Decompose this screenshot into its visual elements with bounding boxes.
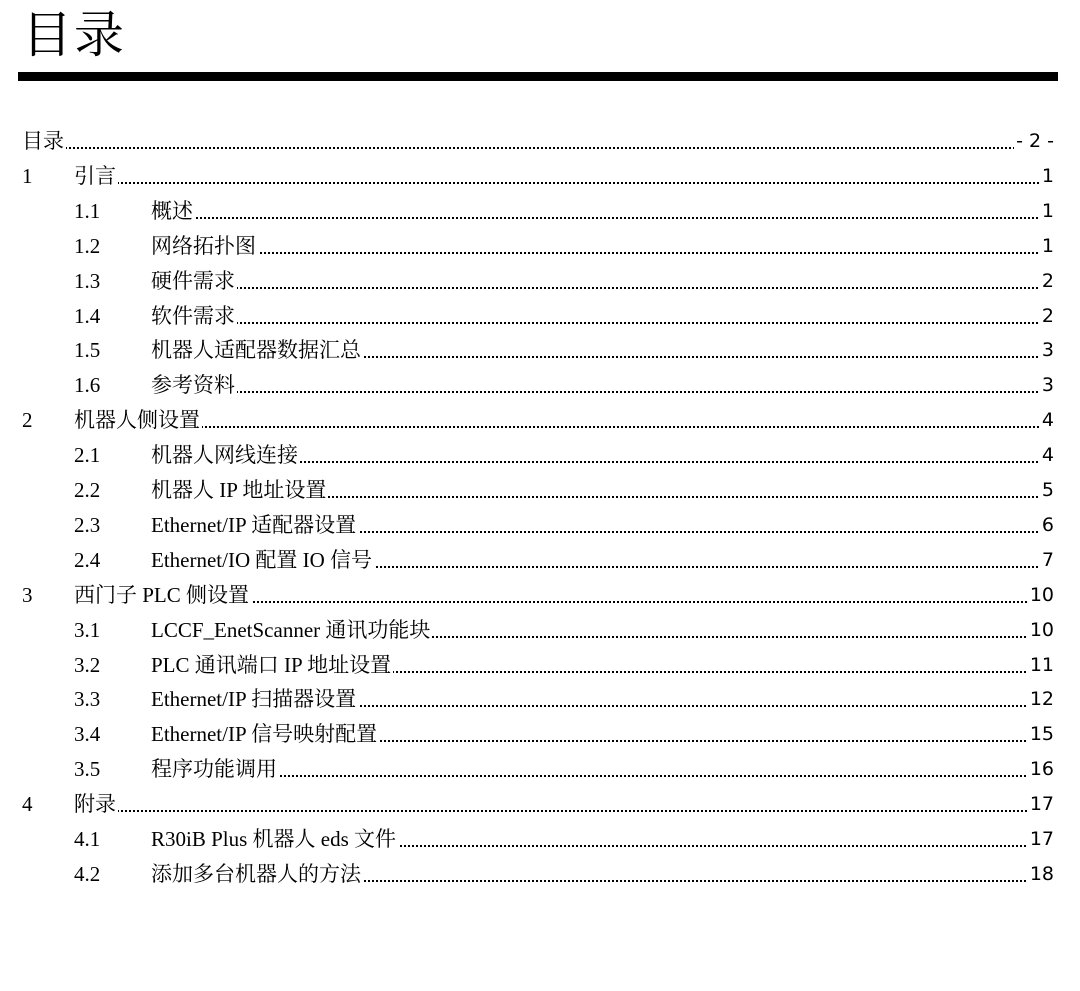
toc-entry-number: 1.3 [74, 268, 101, 293]
toc-entry-4-1[interactable] [0, 824, 1080, 854]
toc-entry-number: 2.4 [74, 547, 101, 572]
toc-entry-number: 2.3 [74, 512, 101, 537]
toc-entry-number: 3.2 [74, 652, 101, 677]
toc-entry-title: Ethernet/IP 适配器设置 [151, 510, 358, 540]
toc-entry-number: 3 [22, 582, 33, 607]
toc-entry-page: 3 [1040, 335, 1054, 365]
title-rule [18, 72, 1058, 81]
toc-entry-page: 1 [1040, 161, 1054, 191]
toc-entry-page: 4 [1040, 440, 1054, 470]
toc-entry-number: 3.4 [74, 722, 101, 747]
toc-entry-number: 4 [22, 792, 33, 817]
dot-leader [74, 182, 1054, 184]
toc-entry-contents[interactable] [0, 126, 1080, 156]
toc-entry-1-5[interactable] [0, 335, 1080, 365]
toc-entry-1-3[interactable] [0, 266, 1080, 296]
toc-entry-page: 15 [1028, 719, 1054, 749]
toc-entry-4-2[interactable] [0, 859, 1080, 889]
toc-entry-number: 1.6 [74, 373, 101, 398]
toc-entry-2-3[interactable] [0, 510, 1080, 540]
toc-entry-title: 目录 [22, 126, 66, 156]
dot-leader [151, 287, 1054, 289]
toc-entry-number: 1.4 [74, 303, 101, 328]
toc-entry-page: - 2 - [1014, 126, 1054, 156]
toc-entry-3-3[interactable] [0, 684, 1080, 714]
toc-entry-1-2[interactable] [0, 231, 1080, 261]
toc-entry-title: Ethernet/IP 扫描器设置 [151, 684, 358, 714]
toc-entry-page: 2 [1040, 301, 1054, 331]
toc-entry-title: Ethernet/IO 配置 IO 信号 [151, 545, 374, 575]
toc-entry-2[interactable] [0, 405, 1080, 435]
dot-leader [151, 252, 1054, 254]
toc-entry-page: 17 [1028, 824, 1054, 854]
toc-entry-page: 1 [1040, 196, 1054, 226]
toc-entry-page: 6 [1040, 510, 1054, 540]
toc-entry-title: 机器人网线连接 [151, 440, 300, 470]
toc-entry-number: 4.2 [74, 861, 101, 886]
toc-entry-title: PLC 通讯端口 IP 地址设置 [151, 650, 393, 680]
toc-entry-title: LCCF_EnetScanner 通讯功能块 [151, 615, 432, 645]
page-title: 目录 [22, 6, 126, 64]
toc-entry-title: 附录 [74, 789, 118, 819]
toc-entry-title: Ethernet/IP 信号映射配置 [151, 719, 379, 749]
dot-leader [151, 391, 1054, 393]
toc-entry-number: 2 [22, 408, 33, 433]
toc-entry-number: 4.1 [74, 827, 101, 851]
toc-entry-1[interactable] [0, 161, 1080, 191]
toc-entry-3-4[interactable] [0, 719, 1080, 749]
toc-entry-title: 机器人适配器数据汇总 [151, 335, 363, 365]
toc-entry-number: 3.3 [74, 687, 101, 712]
toc-entry-number: 1.5 [74, 338, 101, 363]
toc-entry-page: 16 [1028, 754, 1054, 784]
toc-entry-3[interactable] [0, 580, 1080, 610]
toc-entry-page: 12 [1028, 684, 1054, 714]
toc-entry-3-1[interactable] [0, 615, 1080, 645]
toc-entry-1-1[interactable] [0, 196, 1080, 226]
toc-entry-number: 3.1 [74, 617, 101, 642]
toc-entry-page: 18 [1028, 859, 1054, 889]
toc-entry-3-2[interactable] [0, 650, 1080, 680]
toc-entry-2-2[interactable] [0, 475, 1080, 505]
dot-leader [74, 426, 1054, 428]
toc-entry-title: R30iB Plus 机器人 eds 文件 [151, 824, 398, 854]
toc-entry-title: 添加多台机器人的方法 [151, 859, 363, 889]
toc-entry-page: 5 [1040, 475, 1054, 505]
toc-entry-page: 10 [1028, 580, 1054, 610]
toc-entry-title: 硬件需求 [151, 266, 237, 296]
toc-entry-title: 概述 [151, 196, 195, 226]
dot-leader [22, 147, 1054, 149]
dot-leader [151, 775, 1054, 777]
toc-entry-title: 西门子 PLC 侧设置 [74, 580, 251, 610]
toc-entry-2-4[interactable] [0, 545, 1080, 575]
toc-entry-title: 网络拓扑图 [151, 231, 258, 261]
toc-entry-title: 软件需求 [151, 301, 237, 331]
toc-entry-4[interactable] [0, 789, 1080, 819]
toc-entry-page: 10 [1028, 615, 1054, 645]
toc-entry-title: 程序功能调用 [151, 754, 279, 784]
toc-entry-2-1[interactable] [0, 440, 1080, 470]
toc-entry-page: 7 [1040, 545, 1054, 575]
toc-entry-3-5[interactable] [0, 754, 1080, 784]
toc-entry-page: 11 [1028, 650, 1054, 680]
toc-entry-number: 1 [22, 163, 33, 188]
toc-entry-title: 参考资料 [151, 370, 237, 400]
toc-entry-page: 1 [1040, 231, 1054, 261]
dot-leader [74, 810, 1054, 812]
toc-entry-number: 2.2 [74, 478, 101, 502]
toc-entry-page: 3 [1040, 370, 1054, 400]
toc-entry-page: 17 [1028, 789, 1054, 819]
toc-entry-number: 3.5 [74, 757, 101, 782]
toc-entry-page: 2 [1040, 266, 1054, 296]
toc-entry-page: 4 [1040, 405, 1054, 435]
toc-entry-number: 1.2 [74, 233, 101, 258]
toc-entry-1-4[interactable] [0, 301, 1080, 331]
toc-entry-number: 1.1 [74, 198, 101, 223]
dot-leader [151, 217, 1054, 219]
toc-entry-number: 2.1 [74, 443, 101, 468]
dot-leader [151, 322, 1054, 324]
toc-entry-1-6[interactable] [0, 370, 1080, 400]
toc-entry-title: 机器人侧设置 [74, 405, 202, 435]
toc-entry-title: 引言 [74, 161, 118, 191]
toc-entry-title: 机器人 IP 地址设置 [151, 475, 328, 505]
